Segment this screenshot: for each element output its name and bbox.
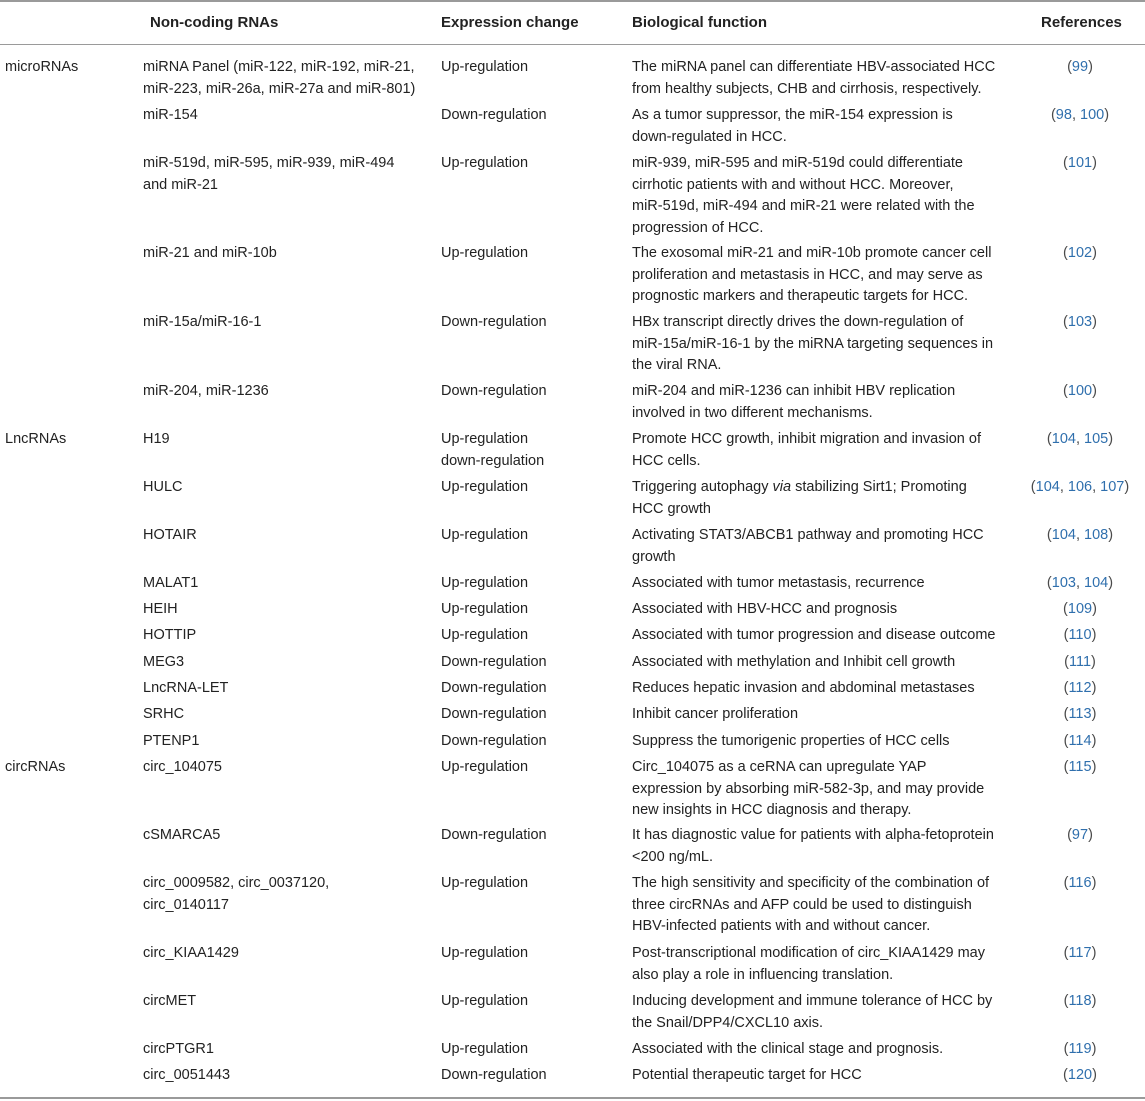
biological-function: HBx transcript directly drives the down-regulation of miR-15a/miR-16-1 by the miRNA targeting sequences in the viral RNA.: [632, 314, 994, 373]
expression-change: Down-regulation: [441, 654, 547, 670]
ncrna-name: cSMARCA5: [143, 827, 221, 843]
reference-link[interactable]: 97: [1071, 827, 1089, 843]
ncrna-name: miR-519d, miR-595, miR-939, miR-494 and miR-21: [143, 155, 395, 193]
function-italic: via: [772, 479, 792, 495]
expression-change: Down-regulation: [441, 733, 547, 749]
references: (118): [1063, 993, 1097, 1009]
biological-function: Reduces hepatic invasion and abdominal metastases: [632, 680, 975, 696]
references: (117): [1063, 945, 1097, 961]
biological-function: Associated with HBV-HCC and prognosis: [632, 601, 898, 617]
header-references: References: [1041, 14, 1122, 31]
references: (103, 104): [1046, 575, 1114, 591]
function-text: stabilizing Sirt1; Promoting HCC growth: [632, 479, 967, 517]
references: (109): [1063, 601, 1097, 617]
references: (100): [1063, 383, 1097, 399]
reference-link[interactable]: 120: [1067, 1067, 1093, 1083]
ncrna-name: HOTTIP: [143, 627, 197, 643]
biological-function: [632, 477, 1027, 520]
ncrna-name: MALAT1: [143, 575, 199, 591]
biological-function: Inhibit cancer proliferation: [632, 706, 799, 722]
references: (101): [1063, 155, 1097, 171]
expression-change: Up-regulation: [441, 59, 529, 75]
reference-link[interactable]: 99: [1071, 59, 1089, 75]
references: (120): [1063, 1067, 1097, 1083]
expression-change: Up-regulation: [441, 245, 529, 261]
references: (116): [1063, 875, 1097, 891]
reference-link[interactable]: 104: [1051, 431, 1076, 447]
ncrna-name: circ_0051443: [143, 1067, 231, 1083]
header-ncrna: Non-coding RNAs: [150, 14, 279, 31]
reference-link[interactable]: 112: [1068, 680, 1092, 696]
expression-change: Up-regulation down-regulation: [441, 431, 545, 469]
expression-change: Down-regulation: [441, 383, 547, 399]
biological-function: miR-939, miR-595 and miR-519d could differentiate cirrhotic patients with and without HCC. Moreover, miR-519d, miR-494 and miR-21 were related with the progression of HCC.: [632, 155, 975, 236]
table-top-rule: [0, 0, 1145, 2]
reference-link[interactable]: 110: [1068, 627, 1092, 643]
ncrna-name: miR-204, miR-1236: [143, 383, 269, 399]
ncrna-name: circ_104075: [143, 759, 222, 775]
biological-function: Activating STAT3/ABCB1 pathway and promoting HCC growth: [632, 527, 984, 565]
reference-link[interactable]: 118: [1068, 993, 1092, 1009]
ncrna-name: circPTGR1: [143, 1041, 214, 1057]
references: (115): [1063, 759, 1097, 775]
expression-change: Down-regulation: [441, 314, 547, 330]
reference-link[interactable]: 106: [1067, 479, 1093, 495]
reference-link[interactable]: 104: [1035, 479, 1060, 495]
biological-function: The miRNA panel can differentiate HBV-associated HCC from healthy subjects, CHB and cirrhosis, respectively.: [632, 59, 996, 97]
biological-function: It has diagnostic value for patients with alpha-fetoprotein <200 ng/mL.: [632, 827, 994, 865]
references: (104, 108): [1046, 527, 1114, 543]
function-text: Triggering autophagy: [632, 479, 773, 495]
reference-link[interactable]: 116: [1068, 875, 1092, 891]
biological-function: Promote HCC growth, inhibit migration and invasion of HCC cells.: [632, 431, 981, 469]
expression-change: Up-regulation: [441, 993, 529, 1009]
ncrna-name: H19: [143, 431, 170, 447]
references: (97): [1067, 827, 1093, 843]
expression-change: Up-regulation: [441, 945, 529, 961]
ncrna-name: circ_KIAA1429: [143, 945, 239, 961]
expression-change: Up-regulation: [441, 1041, 529, 1057]
reference-link[interactable]: 117: [1068, 945, 1092, 961]
references: (102): [1063, 245, 1097, 261]
reference-link[interactable]: 105: [1084, 431, 1109, 447]
reference-link[interactable]: 103: [1067, 314, 1093, 330]
group-label: microRNAs: [5, 59, 79, 75]
biological-function: miR-204 and miR-1236 can inhibit HBV replication involved in two different mechanisms.: [632, 383, 956, 421]
reference-link[interactable]: 119: [1068, 1041, 1092, 1057]
expression-change: Up-regulation: [441, 627, 529, 643]
header-expression: Expression change: [441, 14, 579, 31]
biological-function: Associated with the clinical stage and prognosis.: [632, 1041, 944, 1057]
biological-function: As a tumor suppressor, the miR-154 expression is down-regulated in HCC.: [632, 107, 953, 145]
biological-function: Inducing development and immune tolerance of HCC by the Snail/DPP4/CXCL10 axis.: [632, 993, 993, 1031]
expression-change: Down-regulation: [441, 827, 547, 843]
biological-function: Associated with methylation and Inhibit cell growth: [632, 654, 956, 670]
ncrna-name: circMET: [143, 993, 197, 1009]
expression-change: Down-regulation: [441, 680, 547, 696]
biological-function: The exosomal miR-21 and miR-10b promote cancer cell proliferation and metastasis in HCC, and may serve as prognostic markers and therapeutic targets for HCC.: [632, 245, 992, 304]
references: (114): [1063, 733, 1097, 749]
references: (113): [1063, 706, 1097, 722]
table-header-rule: [0, 44, 1145, 45]
reference-link[interactable]: 115: [1068, 759, 1092, 775]
references: (112): [1063, 680, 1097, 696]
ncrna-name: miRNA Panel (miR-122, miR-192, miR-21, miR-223, miR-26a, miR-27a and miR-801): [143, 59, 416, 97]
reference-link[interactable]: 98: [1055, 107, 1072, 123]
reference-link[interactable]: 114: [1068, 733, 1092, 749]
expression-change: Down-regulation: [441, 107, 547, 123]
header-function: Biological function: [632, 14, 767, 31]
references: (110): [1063, 627, 1097, 643]
expression-change: Up-regulation: [441, 155, 529, 171]
reference-link[interactable]: 111: [1068, 654, 1092, 670]
group-label: LncRNAs: [5, 431, 67, 447]
ncrna-name: miR-154: [143, 107, 198, 123]
ncrna-name: circ_0009582, circ_0037120, circ_0140117: [143, 875, 330, 913]
references: (104, 106, 107): [1030, 479, 1130, 495]
reference-link[interactable]: 113: [1068, 706, 1092, 722]
ncrna-name: HULC: [143, 479, 183, 495]
reference-link[interactable]: 104: [1051, 527, 1076, 543]
expression-change: Up-regulation: [441, 875, 529, 891]
expression-change: Up-regulation: [441, 759, 529, 775]
expression-change: Up-regulation: [441, 601, 529, 617]
reference-link[interactable]: 109: [1067, 601, 1093, 617]
expression-change: Up-regulation: [441, 527, 529, 543]
expression-change: Up-regulation: [441, 575, 529, 591]
references: (119): [1063, 1041, 1097, 1057]
reference-link[interactable]: 108: [1084, 527, 1109, 543]
biological-function: Potential therapeutic target for HCC: [632, 1067, 862, 1083]
ncrna-name: HOTAIR: [143, 527, 197, 543]
reference-link[interactable]: 100: [1080, 107, 1105, 123]
ncrna-name: PTENP1: [143, 733, 200, 749]
references: (99): [1067, 59, 1093, 75]
reference-link[interactable]: 104: [1084, 575, 1109, 591]
biological-function: Associated with tumor progression and disease outcome: [632, 627, 996, 643]
group-label: circRNAs: [5, 759, 66, 775]
references: (103): [1063, 314, 1097, 330]
ncrna-name: SRHC: [143, 706, 185, 722]
references: (104, 105): [1046, 431, 1114, 447]
reference-link[interactable]: 101: [1067, 155, 1093, 171]
reference-link[interactable]: 103: [1051, 575, 1076, 591]
biological-function: Post-transcriptional modification of circ_KIAA1429 may also play a role in influencing translation.: [632, 945, 985, 983]
biological-function: Circ_104075 as a ceRNA can upregulate YAP expression by absorbing miR-582-3p, and may provide new insights in HCC diagnosis and therapy.: [632, 759, 985, 818]
biological-function: Associated with tumor metastasis, recurrence: [632, 575, 925, 591]
expression-change: Down-regulation: [441, 706, 547, 722]
table-bottom-rule: [0, 1097, 1145, 1099]
biological-function: Suppress the tumorigenic properties of HCC cells: [632, 733, 950, 749]
biological-function: The high sensitivity and specificity of the combination of three circRNAs and AFP could be used to distinguish HBV-infected patients with and without cancer.: [632, 875, 990, 934]
expression-change: Up-regulation: [441, 479, 529, 495]
ncrna-name: miR-21 and miR-10b: [143, 245, 277, 261]
ncrna-name: HEIH: [143, 601, 178, 617]
reference-link[interactable]: 107: [1100, 479, 1125, 495]
expression-change: Down-regulation: [441, 1067, 547, 1083]
ncrna-name: LncRNA-LET: [143, 680, 229, 696]
references: (111): [1064, 654, 1096, 670]
ncrna-name: MEG3: [143, 654, 185, 670]
reference-link[interactable]: 102: [1067, 245, 1093, 261]
references: (98, 100): [1050, 107, 1110, 123]
reference-link[interactable]: 100: [1067, 383, 1093, 399]
ncrna-name: miR-15a/miR-16-1: [143, 314, 262, 330]
